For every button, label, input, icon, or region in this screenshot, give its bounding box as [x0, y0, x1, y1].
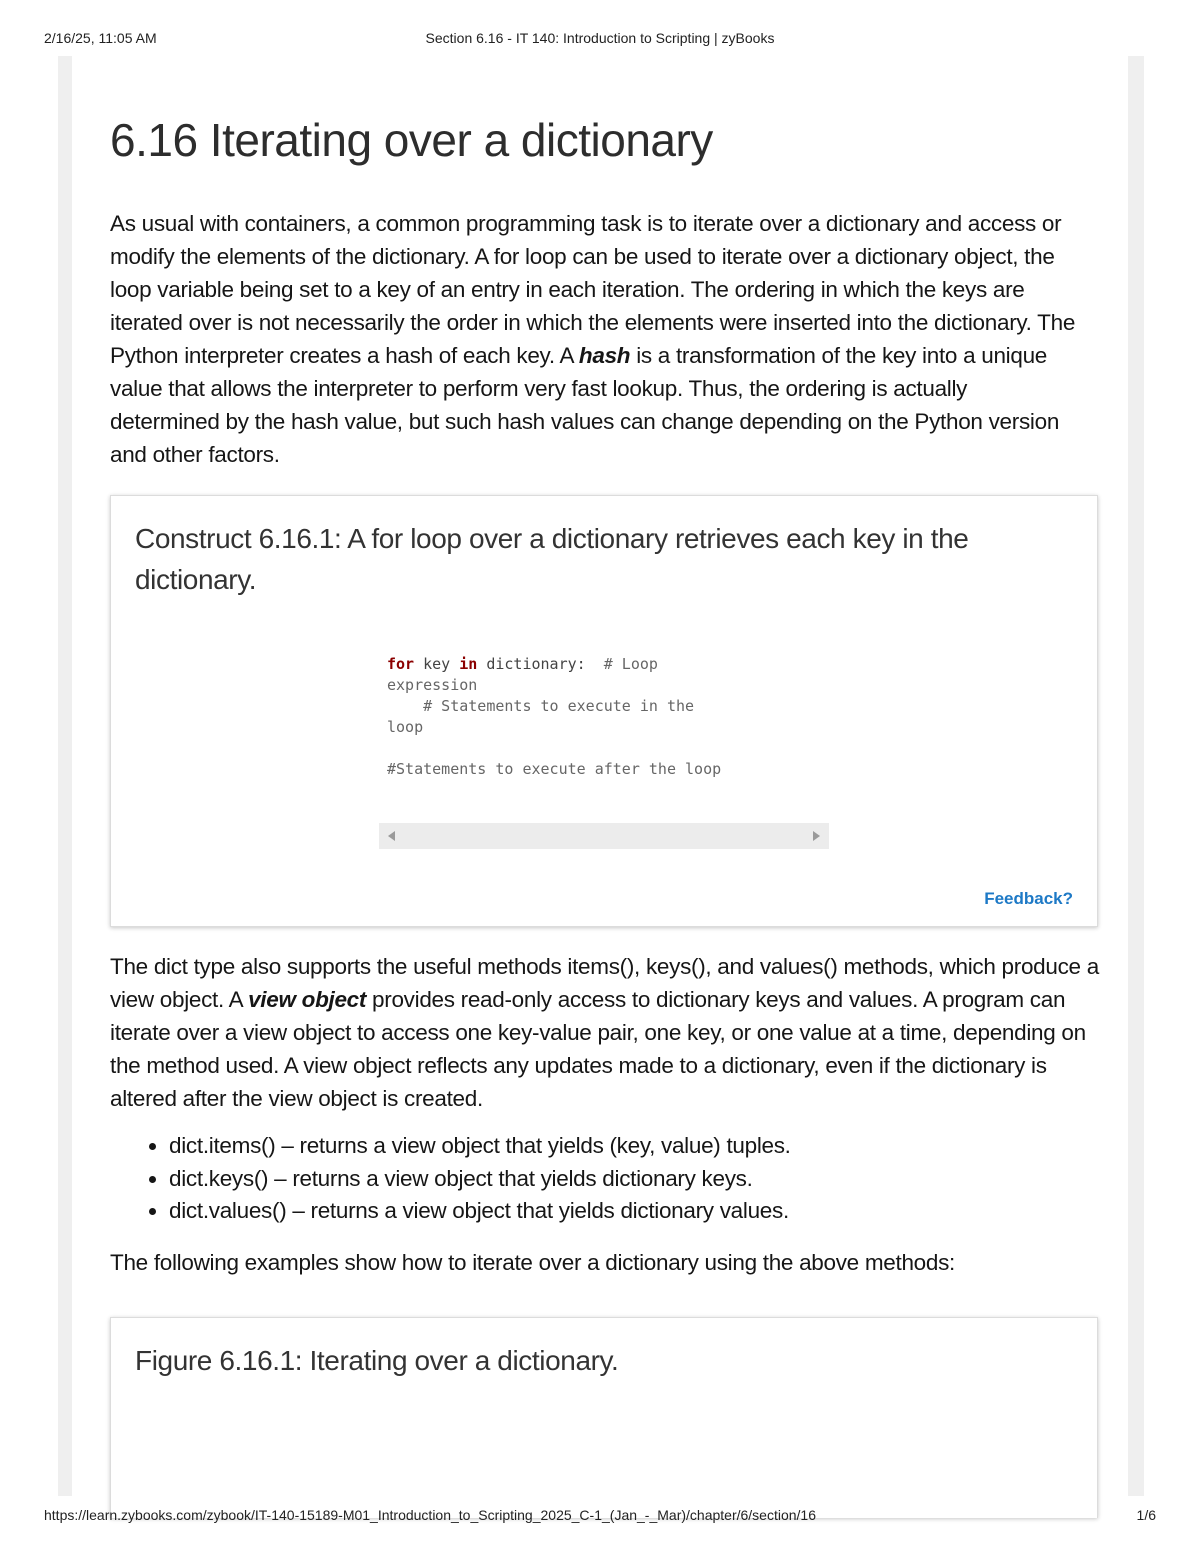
construct-card — [110, 495, 1098, 927]
scroll-right-icon[interactable] — [813, 831, 820, 841]
code-keyword-for: for — [387, 655, 415, 673]
view-text-2: provides read-only access to dictionary keys and values. A program can iterate over a view object to access one key-value pair, one key, or one value at a time, depending on the method used. A view object reflects any updates made to a dictionary, even if the dictionary is altered after the view object is created. — [110, 987, 1086, 1111]
print-page-title: Section 6.16 - IT 140: Introduction to Scripting | zyBooks — [425, 30, 775, 46]
section-content — [110, 110, 1100, 471]
view-text-1: The dict type also supports the useful methods items(), keys(), and values() methods, which produce a view object. A — [110, 954, 1099, 1012]
figure-card — [110, 1317, 1098, 1518]
code-line-1 — [387, 654, 767, 675]
code-horizontal-scrollbar[interactable] — [379, 823, 829, 849]
code-blank-line — [387, 738, 767, 759]
code-comment-loop: # Loop — [585, 655, 658, 673]
term-view-object: view object — [248, 987, 367, 1012]
intro-text-1: As usual with containers, a common programming task is to iterate over a dictionary and access or modify the elements of the dictionary. A for loop can be used to iterate over a dictionary object, the loop variable being set to a key of an entry in each iteration. The ordering in which the keys are iterated over is not necessarily the order in which the elements were inserted into the dictionary. The Python interpreter creates a hash of each key. A — [110, 211, 1076, 368]
page-title: 6.16 Iterating over a dictionary — [110, 114, 713, 166]
construct-title: Construct 6.16.1: A for loop over a dictionary retrieves each key in the dictionary. — [135, 523, 969, 595]
code-var-key: key — [414, 655, 460, 673]
examples-intro: The following examples show how to iterate over a dictionary using the above methods: — [110, 1249, 955, 1275]
scroll-left-icon[interactable] — [388, 831, 395, 841]
right-gutter — [1128, 56, 1144, 1496]
feedback-link[interactable]: Feedback? — [984, 889, 1073, 908]
figure-title: Figure 6.16.1: Iterating over a dictionary. — [135, 1345, 619, 1376]
code-line-2: expression — [387, 676, 478, 694]
page-count: 1/6 — [1136, 1507, 1156, 1523]
print-date: 2/16/25, 11:05 AM — [44, 30, 157, 46]
print-footer — [44, 1507, 1156, 1525]
left-gutter — [58, 56, 72, 1496]
methods-list — [110, 1130, 1100, 1228]
code-line-3: # Statements to execute in the — [387, 697, 695, 715]
intro-paragraph — [110, 207, 1080, 471]
intro-text-2: is a transformation of the key into a unique value that allows the interpreter to perform very fast lookup. Thus, the ordering is actually determined by the hash value, but such hash values can change depending on the Python version and other factors. — [110, 343, 1060, 467]
view-object-paragraph — [110, 950, 1100, 1115]
code-line-6: #Statements to execute after the loop — [387, 760, 722, 778]
print-url: https://learn.zybooks.com/zybook/IT-140-15189-M01_Introduction_to_Scripting_2025_C-1_(Jan_-_Mar)/chapter/6/section/16 — [44, 1507, 816, 1523]
code-dictionary: dictionary: — [477, 655, 586, 673]
print-header — [44, 30, 1156, 48]
list-item: • dict.keys() – returns a view object that yields dictionary keys. — [169, 1163, 1100, 1196]
code-block — [387, 654, 767, 780]
list-item: • dict.values() – returns a view object that yields dictionary values. — [169, 1195, 1100, 1228]
list-item: • dict.items() – returns a view object that yields (key, value) tuples. — [169, 1130, 1100, 1163]
term-hash: hash — [578, 343, 631, 368]
code-keyword-in: in — [459, 655, 478, 673]
code-line-4: loop — [387, 718, 424, 736]
after-construct-content — [110, 950, 1100, 1279]
